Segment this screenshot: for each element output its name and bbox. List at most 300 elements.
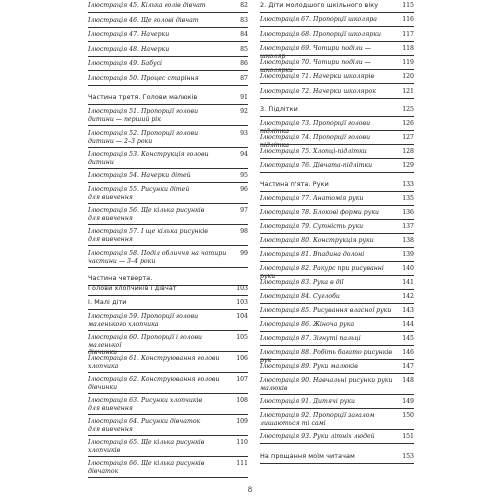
- toc-page-number: 144: [402, 321, 414, 328]
- illustration-number: Ілюстрація 91.: [260, 398, 312, 405]
- toc-entry: [88, 2, 248, 10]
- illustration-number: Ілюстрація 82.: [260, 265, 312, 272]
- toc-divider: [88, 12, 248, 13]
- toc-divider: [260, 247, 414, 248]
- illustration-title: Начерки дітей: [140, 172, 191, 179]
- illustration-title: Рисунки хлопчиків для вивчення: [88, 397, 203, 412]
- toc-entry: [88, 460, 248, 475]
- toc-entry-label: [88, 172, 234, 180]
- toc-divider: [260, 172, 414, 173]
- toc-page-number: 133: [402, 181, 414, 188]
- toc-page-number: 147: [402, 363, 414, 370]
- illustration-number: Ілюстрація 73.: [260, 120, 312, 127]
- toc-page-number: 117: [402, 31, 414, 38]
- toc-entry-label: [88, 46, 234, 54]
- toc-divider: [260, 463, 414, 464]
- illustration-title: Ще голові дівчат: [140, 17, 199, 24]
- toc-section-heading: [88, 94, 248, 102]
- toc-divider: [88, 477, 248, 478]
- toc-entry: [88, 186, 248, 201]
- toc-page-number: 94: [240, 151, 248, 158]
- illustration-title: Руки малюків: [312, 363, 358, 370]
- toc-divider: [260, 331, 414, 332]
- illustration-number: Ілюстрація 88.: [260, 349, 312, 356]
- toc-divider: [260, 359, 414, 360]
- toc-page-number: 128: [402, 148, 414, 155]
- toc-page-number: 93: [240, 130, 248, 137]
- toc-entry: [260, 251, 414, 259]
- toc-entry-label: [88, 313, 234, 328]
- toc-entry-label: [260, 120, 400, 135]
- toc-divider: [88, 372, 248, 373]
- illustration-number: Ілюстрація 75.: [260, 148, 312, 155]
- toc-divider: [88, 182, 248, 183]
- toc-entry: [88, 313, 248, 328]
- toc-entry-label: [260, 307, 400, 315]
- toc-section-heading: [88, 299, 248, 307]
- toc-entry-label: Частина п'ята. Руки: [260, 180, 329, 188]
- illustration-title: Хлопці-підлітки: [312, 148, 367, 155]
- toc-page-number: 83: [240, 17, 248, 24]
- toc-entry-label: [260, 279, 400, 287]
- toc-divider: [88, 27, 248, 28]
- toc-divider: [88, 267, 248, 268]
- toc-entry: [260, 31, 414, 39]
- illustration-title: Пропорції голови підлітка: [260, 120, 371, 135]
- toc-divider: [260, 408, 414, 409]
- toc-entry: [260, 349, 414, 364]
- toc-page-number: 109: [236, 418, 248, 425]
- toc-entry: [260, 120, 414, 135]
- illustration-title: Анатомія руки: [312, 195, 364, 202]
- illustration-title: Конструювання голови дівчинки: [88, 376, 220, 391]
- toc-entry-label: [260, 31, 400, 39]
- illustration-number: Ілюстрація 65.: [88, 439, 140, 446]
- illustration-title: Робіть багато рисунків рук: [260, 349, 393, 364]
- toc-divider: [260, 158, 414, 159]
- toc-entry-label: [88, 228, 234, 243]
- toc-entry-label: [260, 335, 400, 343]
- illustration-title: Чотири поділи — школяр: [260, 45, 371, 60]
- illustration-number: Ілюстрація 71.: [260, 73, 312, 80]
- toc-entry-label: [260, 223, 400, 231]
- illustration-number: Ілюстрація 78.: [260, 209, 312, 216]
- toc-entry-label: І. Малі діти: [88, 298, 127, 306]
- illustration-number: Ілюстрація 86.: [260, 321, 312, 328]
- toc-page-number: 116: [402, 16, 414, 23]
- toc-section-heading: [260, 106, 414, 114]
- illustration-title: Пропорції і голови маленької дівчинки: [88, 334, 203, 357]
- toc-section-heading: [260, 2, 414, 10]
- toc-entry-label: [88, 31, 234, 39]
- illustration-number: Ілюстрація 45.: [88, 2, 140, 9]
- toc-page-number: 136: [402, 209, 414, 216]
- illustration-title: Ще кілька рисунків для вивчення: [88, 207, 205, 222]
- toc-entry-label: Голови хлопчиків і дівчат: [88, 284, 177, 292]
- illustration-title: Пропорції школярки: [312, 31, 381, 38]
- toc-entry: [260, 223, 414, 231]
- toc-entry-label: [260, 45, 400, 60]
- toc-divider: [88, 330, 248, 331]
- illustration-number: Ілюстрація 66.: [88, 460, 140, 467]
- toc-entry: [260, 237, 414, 245]
- toc-entry: [260, 433, 414, 441]
- illustration-title: Бабусі: [140, 60, 163, 67]
- toc-entry: [260, 293, 414, 301]
- toc-entry-label: [260, 209, 400, 217]
- toc-entry-label: Частина третя. Голови малюків: [88, 93, 198, 101]
- illustration-number: Ілюстрація 80.: [260, 237, 312, 244]
- toc-divider: [260, 69, 414, 70]
- toc-entry-label: [260, 195, 400, 203]
- toc-divider: [88, 203, 248, 204]
- toc-entry: [260, 307, 414, 315]
- toc-page-number: 99: [240, 250, 248, 257]
- illustration-number: Ілюстрація 58.: [88, 250, 140, 257]
- toc-entry: [88, 46, 248, 54]
- toc-divider: [260, 345, 414, 346]
- toc-entry-label: 2. Діти молодшого шкільного віку: [260, 1, 379, 9]
- toc-entry-label: [88, 460, 234, 475]
- toc-entry-label: [88, 418, 234, 433]
- illustration-title: Ще кілька рисунків дівчаток: [88, 460, 205, 475]
- illustration-number: Ілюстрація 53.: [88, 151, 140, 158]
- toc-page-number: 145: [402, 335, 414, 342]
- toc-page-number: 86: [240, 60, 248, 67]
- toc-page-number: 150: [402, 412, 414, 419]
- toc-divider: [260, 394, 414, 395]
- toc-entry: [260, 321, 414, 329]
- illustration-number: Ілюстрація 50.: [88, 75, 140, 82]
- toc-entry: [260, 265, 414, 280]
- toc-entry: [260, 335, 414, 343]
- toc-page-number: 97: [240, 207, 248, 214]
- illustration-title: Дівчата-підлітки: [312, 162, 373, 169]
- toc-divider: [88, 351, 248, 352]
- toc-entry: [88, 60, 248, 68]
- toc-entry-label: [260, 363, 400, 371]
- illustration-number: Ілюстрація 85.: [260, 307, 312, 314]
- toc-entry: [260, 377, 414, 392]
- toc-entry: [88, 355, 248, 370]
- toc-entry-label: [260, 134, 400, 149]
- toc-entry-label: [88, 250, 234, 265]
- illustration-number: Ілюстрація 93.: [260, 433, 312, 440]
- toc-page-number: 151: [402, 433, 414, 440]
- toc-entry: [88, 17, 248, 25]
- toc-page-number: 120: [402, 73, 414, 80]
- illustration-title: Начерки школярок: [312, 88, 376, 95]
- toc-entry-label: [260, 88, 400, 96]
- toc-page-number: 85: [240, 46, 248, 53]
- illustration-title: Ракурс при рисуванні руки: [260, 265, 384, 280]
- illustration-number: Ілюстрація 67.: [260, 16, 312, 23]
- illustration-number: Ілюстрація 89.: [260, 363, 312, 370]
- toc-divider: [260, 303, 414, 304]
- illustration-title: Пропорції голови дитини — 2–3 роки: [88, 130, 199, 145]
- toc-entry-label: [260, 349, 400, 364]
- toc-entry: [260, 279, 414, 287]
- toc-divider: [88, 295, 248, 296]
- illustration-title: Рисунки дітей для вивчення: [88, 186, 190, 201]
- illustration-number: Ілюстрація 70.: [260, 59, 312, 66]
- toc-page-number: 91: [240, 94, 248, 101]
- illustration-title: Жіноча рука: [312, 321, 355, 328]
- toc-divider: [88, 41, 248, 42]
- toc-page-number: 126: [402, 120, 414, 127]
- toc-entry-label: 3. Підлітки: [260, 105, 298, 113]
- illustration-title: Пропорції голови дитини — перший рік: [88, 108, 199, 123]
- toc-divider: [88, 70, 248, 71]
- toc-page-number: 143: [402, 307, 414, 314]
- toc-entry: [260, 16, 414, 24]
- toc-divider: [260, 130, 414, 131]
- illustration-title: Кілька голів дівчат: [140, 2, 206, 9]
- toc-divider: [260, 26, 414, 27]
- toc-entry-label: [88, 17, 234, 25]
- illustration-title: Пропорції голови підлітка: [260, 134, 371, 149]
- toc-entry-label: [88, 75, 234, 83]
- illustration-title: Начерки школярів: [312, 73, 375, 80]
- illustration-number: Ілюстрація 74.: [260, 134, 312, 141]
- toc-page-number: 137: [402, 223, 414, 230]
- illustration-number: Ілюстрація 48.: [88, 46, 140, 53]
- toc-entry-label: [260, 16, 400, 24]
- toc-divider: [260, 275, 414, 276]
- toc-divider: [260, 429, 414, 430]
- toc-entry: [88, 334, 248, 357]
- illustration-number: Ілюстрація 79.: [260, 223, 312, 230]
- illustration-number: Ілюстрація 87.: [260, 335, 312, 342]
- illustration-number: Ілюстрація 60.: [88, 334, 140, 341]
- illustration-number: Ілюстрація 84.: [260, 293, 312, 300]
- toc-page-number: 111: [236, 460, 248, 467]
- toc-entry: [88, 228, 248, 243]
- toc-entry: [88, 31, 248, 39]
- toc-divider: [260, 83, 414, 84]
- illustration-title: Начерки: [140, 46, 170, 53]
- toc-entry-label: Частина четверта.: [88, 274, 153, 282]
- toc-entry-label: [260, 377, 400, 392]
- toc-entry-label: [260, 293, 400, 301]
- illustration-number: Ілюстрація 61.: [88, 355, 140, 362]
- illustration-number: Ілюстрація 49.: [88, 60, 140, 67]
- illustration-number: Ілюстрація 69.: [260, 45, 312, 52]
- illustration-title: Суглоби: [312, 293, 340, 300]
- illustration-number: Ілюстрація 92.: [260, 412, 312, 419]
- toc-divider: [260, 116, 414, 117]
- toc-divider: [260, 98, 414, 99]
- toc-divider: [260, 317, 414, 318]
- toc-entry: [260, 162, 414, 170]
- toc-divider: [260, 12, 414, 13]
- illustration-number: Ілюстрація 47.: [88, 31, 140, 38]
- toc-entry: [260, 88, 414, 96]
- illustration-title: Конструювання голови хлопчика: [88, 355, 220, 370]
- toc-entry-label: [88, 439, 234, 454]
- toc-entry: [88, 75, 248, 83]
- toc-entry: [260, 45, 414, 60]
- toc-entry: [88, 130, 248, 145]
- toc-entry-label: [88, 334, 234, 357]
- toc-divider: [88, 56, 248, 57]
- toc-section-heading: [88, 285, 248, 293]
- toc-page-number: 106: [236, 355, 248, 362]
- toc-entry-label: [260, 433, 400, 441]
- toc-divider: [260, 41, 414, 42]
- toc-entry: [260, 59, 414, 74]
- toc-page-number: 146: [402, 349, 414, 356]
- illustration-title: Пропорції загалом лишаються ті самі: [260, 412, 375, 427]
- toc-entry: [88, 207, 248, 222]
- toc-page-number: 103: [236, 285, 248, 292]
- toc-page-number: 107: [236, 376, 248, 383]
- toc-divider: [260, 373, 414, 374]
- toc-section-heading: [88, 275, 248, 283]
- toc-entry-label: [88, 207, 234, 222]
- illustration-number: Ілюстрація 55.: [88, 186, 140, 193]
- toc-divider: [260, 289, 414, 290]
- toc-page-number: 119: [402, 59, 414, 66]
- illustration-number: Ілюстрація 68.: [260, 31, 312, 38]
- page-number: 8: [247, 486, 253, 494]
- toc-entry-label: [260, 412, 400, 427]
- toc-section-heading: [260, 453, 414, 461]
- toc-entry: [260, 195, 414, 203]
- toc-page-number: 98: [240, 228, 248, 235]
- toc-entry-label: [260, 237, 400, 245]
- toc-entry: [88, 151, 248, 166]
- toc-entry-label: [260, 148, 400, 156]
- illustration-number: Ілюстрація 62.: [88, 376, 140, 383]
- illustration-number: Ілюстрація 72.: [260, 88, 312, 95]
- toc-page-number: 149: [402, 398, 414, 405]
- toc-divider: [88, 435, 248, 436]
- illustration-title: Рисування власної руки: [312, 307, 392, 314]
- toc-page-number: 153: [402, 453, 414, 460]
- toc-entry: [88, 108, 248, 123]
- toc-page-number: 141: [402, 279, 414, 286]
- illustration-title: Руки літніх людей: [312, 433, 375, 440]
- toc-page-number: 103: [236, 299, 248, 306]
- toc-divider: [260, 219, 414, 220]
- illustration-number: Ілюстрація 54.: [88, 172, 140, 179]
- toc-entry-label: [260, 398, 400, 406]
- illustration-number: Ілюстрація 90.: [260, 377, 312, 384]
- toc-page-number: 118: [402, 45, 414, 52]
- toc-entry: [88, 172, 248, 180]
- toc-divider: [260, 261, 414, 262]
- toc-entry: [260, 412, 414, 427]
- toc-page-number: 127: [402, 134, 414, 141]
- illustration-title: Пропорції школяра: [312, 16, 377, 23]
- illustration-title: Конструкція голови дитини: [88, 151, 209, 166]
- toc-divider: [88, 245, 248, 246]
- toc-entry: [88, 418, 248, 433]
- toc-page-number: 148: [402, 377, 414, 384]
- toc-entry-label: [260, 321, 400, 329]
- toc-entry: [260, 134, 414, 149]
- toc-page-number: 125: [402, 106, 414, 113]
- toc-entry-label: [88, 397, 234, 412]
- illustration-title: Впадина долоні: [312, 251, 365, 258]
- illustration-title: Ще кілька рисунків хлопчиків: [88, 439, 205, 454]
- toc-entry: [88, 439, 248, 454]
- toc-page-number: 139: [402, 251, 414, 258]
- toc-divider: [88, 456, 248, 457]
- illustration-number: Ілюстрація 51.: [88, 108, 140, 115]
- toc-page-number: 129: [402, 162, 414, 169]
- illustration-title: Рисунки дівчаток для вивчення: [88, 418, 201, 433]
- illustration-number: Ілюстрація 57.: [88, 228, 140, 235]
- illustration-title: Конструкція руки: [312, 237, 374, 244]
- toc-page-number: 140: [402, 265, 414, 272]
- toc-entry-label: [88, 60, 234, 68]
- toc-divider: [260, 191, 414, 192]
- toc-page-number: 110: [236, 439, 248, 446]
- toc-divider: [88, 125, 248, 126]
- toc-entry: [260, 398, 414, 406]
- toc-divider: [88, 147, 248, 148]
- illustration-title: Процес старіння: [140, 75, 199, 82]
- illustration-title: Начерки: [140, 31, 170, 38]
- toc-entry-label: [260, 265, 400, 280]
- toc-entry-label: [88, 186, 234, 201]
- toc-page-number: 96: [240, 186, 248, 193]
- illustration-title: І ще кілька рисунків для вивчення: [88, 228, 208, 243]
- toc-page-number: 87: [240, 75, 248, 82]
- illustration-number: Ілюстрація 52.: [88, 130, 140, 137]
- toc-page-number: 138: [402, 237, 414, 244]
- toc-divider: [88, 414, 248, 415]
- toc-entry: [88, 250, 248, 265]
- toc-page-number: 142: [402, 293, 414, 300]
- toc-page-number: 121: [402, 88, 414, 95]
- toc-divider: [88, 393, 248, 394]
- toc-entry-label: [260, 73, 400, 81]
- illustration-number: Ілюстрація 46.: [88, 17, 140, 24]
- toc-entry-label: [260, 59, 400, 74]
- toc-entry: [260, 363, 414, 371]
- toc-page-number: 115: [402, 2, 414, 9]
- toc-page-number: 105: [236, 334, 248, 341]
- toc-divider: [88, 85, 248, 86]
- toc-divider: [88, 104, 248, 105]
- illustration-number: Ілюстрація 56.: [88, 207, 140, 214]
- toc-divider: [260, 205, 414, 206]
- toc-divider: [260, 144, 414, 145]
- illustration-title: Сутність руки: [312, 223, 364, 230]
- illustration-title: Чотири поділи — школярки: [260, 59, 371, 74]
- toc-entry-label: [88, 2, 234, 10]
- illustration-number: Ілюстрація 76.: [260, 162, 312, 169]
- toc-entry: [88, 397, 248, 412]
- illustration-title: Зігнуті пальці: [312, 335, 361, 342]
- toc-entry: [260, 148, 414, 156]
- toc-divider: [88, 309, 248, 310]
- toc-page-number: 135: [402, 195, 414, 202]
- toc-divider: [260, 233, 414, 234]
- illustration-title: Пропорції голови маленького хлопчика: [88, 313, 199, 328]
- toc-page-number: 82: [240, 2, 248, 9]
- illustration-number: Ілюстрація 63.: [88, 397, 140, 404]
- illustration-number: Ілюстрація 83.: [260, 279, 312, 286]
- toc-page-number: 104: [236, 313, 248, 320]
- toc-page-number: 95: [240, 172, 248, 179]
- toc-entry-label: [260, 162, 400, 170]
- illustration-title: Рука в дії: [312, 279, 344, 286]
- illustration-number: Ілюстрація 59.: [88, 313, 140, 320]
